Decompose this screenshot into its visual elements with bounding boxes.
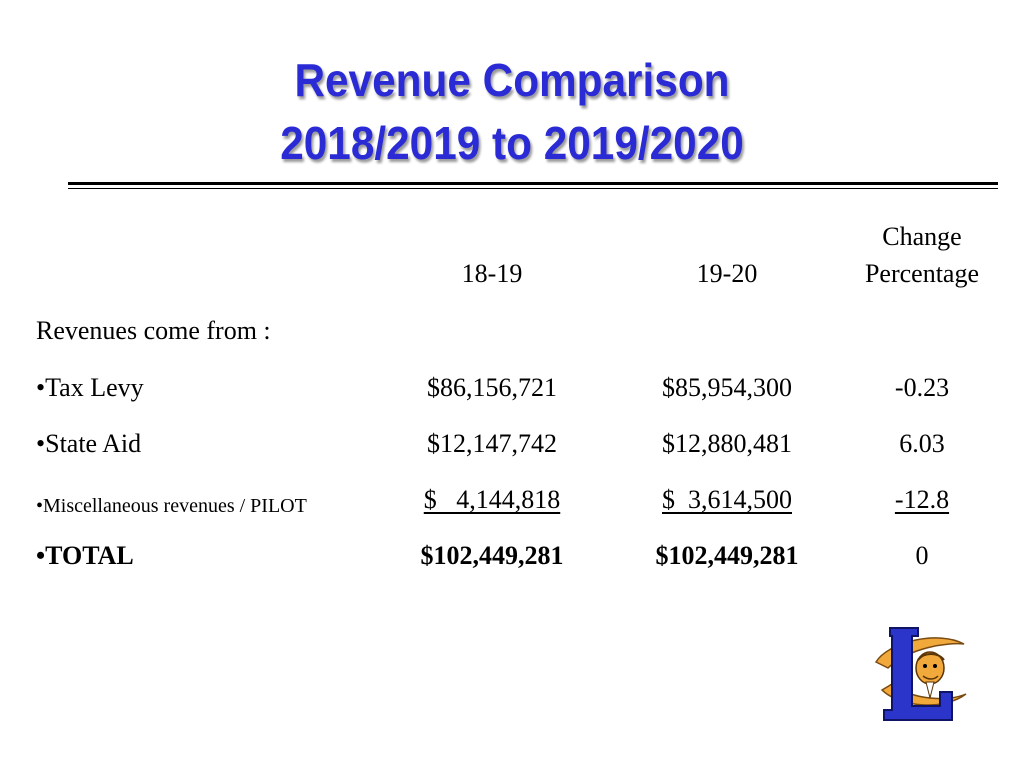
state-aid-change: 6.03 (899, 429, 945, 458)
header-change: Change (882, 222, 962, 251)
slide-title-line2: 2018/2019 to 2019/2020 (280, 117, 744, 169)
tax-levy-19-20: $85,954,300 (662, 373, 792, 402)
school-logo-icon (868, 622, 972, 726)
misc-change: -12.8 (894, 485, 950, 514)
header-percentage: Percentage (864, 259, 980, 288)
total-18-19: $102,449,281 (420, 541, 564, 570)
misc-19-20: $ 3,614,500 (662, 485, 792, 514)
tax-levy-18-19: $86,156,721 (427, 373, 557, 402)
tax-levy-change: -0.23 (894, 373, 950, 402)
state-aid-19-20: $12,880,481 (662, 429, 792, 458)
total-19-20: $102,449,281 (655, 541, 799, 570)
header-19-20: 19-20 (696, 259, 758, 288)
row-label-state-aid: •State Aid (36, 429, 142, 458)
row-label-misc: •Miscellaneous revenues / PILOT (36, 495, 307, 517)
state-aid-18-19: $12,147,742 (427, 429, 557, 458)
row-label-total: •TOTAL (36, 541, 134, 570)
title-divider-thick (68, 182, 998, 185)
row-label-tax-levy: •Tax Levy (36, 373, 144, 402)
intro-label: Revenues come from : (36, 316, 271, 345)
total-change: 0 (915, 541, 929, 570)
title-divider-thin (68, 188, 998, 189)
misc-18-19: $ 4,144,818 (423, 485, 561, 514)
slide-title-line1: Revenue Comparison (294, 54, 730, 106)
header-18-19: 18-19 (461, 259, 523, 288)
